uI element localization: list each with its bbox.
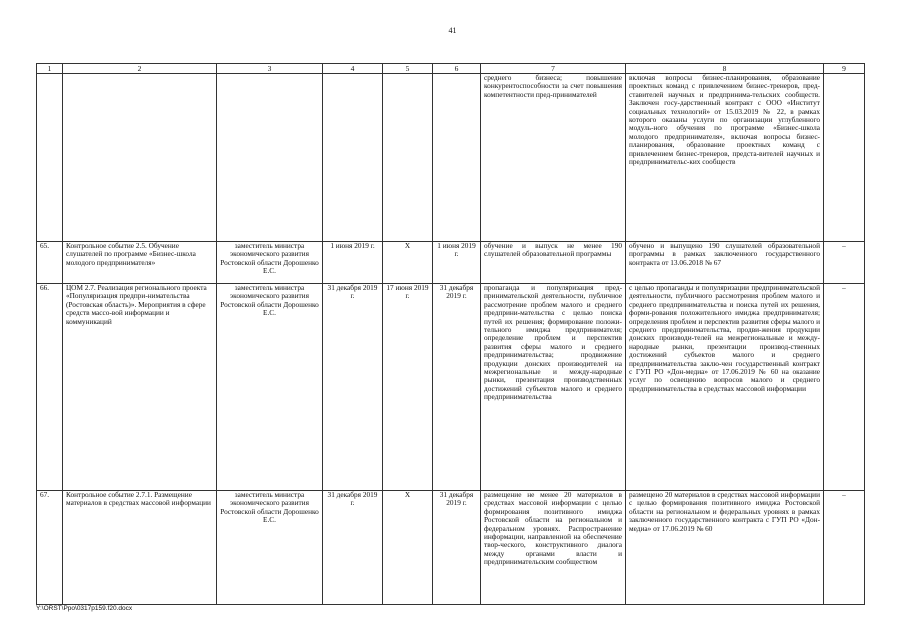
column-number: 9 [824,64,865,74]
result-plan-cell: размещение не менее 20 материалов в средствах массовой информации с целью формирования позитивного имиджа Ростовской области на региональном и федеральном уровнях. Распространение информации, направленной на обеспечение твор-ческого, конструктивного диалога между органами власти и предпринимательским сообществом [481,491,626,605]
result-fact-cell: обучено и выпущено 190 слушателей образовательной программы в рамках заключенного государственного контракта от 13.06.2018 № 67 [626,242,824,284]
start-date-cell: X [383,242,433,284]
responsible-cell: заместитель министра экономического развития Ростовской области Дорошенко Е.С. [217,284,323,491]
result-fact-cell: размещено 20 материалов в средствах массовой информации с целью формирования позитивного имиджа Ростовской области на региональном и федеральных уровнях в рамках заключенного государственного контракта с ГУП РО «Дон-медиа» от 17.06.2019 № 60 [626,491,824,605]
note-cell: – [824,491,865,605]
column-number: 6 [433,64,481,74]
fact-date-cell: 31 декабря 2019 г. [433,491,481,605]
table-row [37,242,865,284]
column-number: 5 [383,64,433,74]
note-cell: – [824,284,865,491]
result-plan-cell: обучение и выпуск не менее 190 слушателей образовательной программы [481,242,626,284]
column-number-row [37,64,865,74]
start-date-cell: 17 июня 2019 г. [383,284,433,491]
fact-date-cell: 31 декабря 2019 г. [433,284,481,491]
page-number: 41 [448,26,457,35]
row-number: 66. [37,284,63,491]
column-number: 3 [217,64,323,74]
fact-date-cell: 1 июня 2019 г. [433,242,481,284]
column-number: 1 [37,64,63,74]
column-number: 8 [626,64,824,74]
file-path-footer: Y:\ORST\Ppo\0317p159.f20.docx [36,605,133,612]
result-fact-cell: включая вопросы бизнес-планирования, образование проектных команд с привлечением бизнес-тренеров, пред-ставителей научных и предпринима-тельских сообществ. Заключен госу-дарственный контракт с ООО «Институт социальных технологий» от 15.03.2019 № 22, в рамках которого оказаны услуги по организации углубленного модуль-ного обучения по программе «Бизнес-школа молодого предпринимателя», включая вопросы бизнес-планирования, образование проектных команд с привлечением бизнес-тренеров, предста-вителей научных и предпринимательс-ких сообществ [626,74,824,242]
column-number: 7 [481,64,626,74]
table-row [37,491,865,605]
report-table [36,63,865,605]
event-name-cell: Контрольное событие 2.7.1. Размещение материалов в средствах массовой информации [63,491,217,605]
plan-date-cell: 1 июня 2019 г. [323,242,383,284]
plan-date-cell: 31 декабря 2019 г. [323,491,383,605]
note-cell: – [824,242,865,284]
result-plan-cell: пропаганда и популяризация пред-принимательской деятельности, публичное рассмотрение проблем малого и среднего предприни-мательства с целью поиска путей их решения; формирование положи-тельного имиджа предпринимателя; определение проблем и перспектив развития сферы малого и среднего предпринимательства; продвижение продукции донских производителей на межрегиональные и между-народные рынки, презентация производственных достижений субъектов малого и среднего предпринимательства [481,284,626,491]
column-number: 2 [63,64,217,74]
responsible-cell: заместитель министра экономического развития Ростовской области Дорошенко Е.С. [217,491,323,605]
start-date-cell: X [383,491,433,605]
table-row [37,284,865,491]
row-number: 67. [37,491,63,605]
event-name-cell: ЦОМ 2.7. Реализация регионального проекта «Популяризация предпри-нимательства (Ростовская область)». Мероприятия в сфере средств массо-вой информации и коммуникаций [63,284,217,491]
column-number: 4 [323,64,383,74]
row-number: 65. [37,242,63,284]
result-fact-cell: с целью пропаганды и популяризации предпринимательской деятельности, публичного рассмотрения проблем малого и среднего предпринимательства и поиска путей их решения, форми-рования положительного имиджа предпринимателя; определения проблем и перспектив развития сферы малого и среднего предпринимательства, продви-жения продукции донских производи-телей на межрегиональные и между-народные рынки, презентации производ-ственных достижений субъектов малого и среднего предпринимательства заклю-чен государственный контракт с ГУП РО «Дон-медиа» от 17.06.2019 № 60 на оказание услуг по освещению вопросов малого и среднего предпринимательства в средствах массовой информации [626,284,824,491]
event-name-cell: Контрольное событие 2.5. Обучение слушателей по программе «Бизнес-школа молодого предпринимателя» [63,242,217,284]
plan-date-cell: 31 декабря 2019 г. [323,284,383,491]
responsible-cell: заместитель министра экономического развития Ростовской области Дорошенко Е.С. [217,242,323,284]
continuation-row [37,74,865,242]
result-plan-cell: среднего бизнеса; повышение конкурентоспособности за счет повышения компетентности пред-принимателей [481,74,626,242]
